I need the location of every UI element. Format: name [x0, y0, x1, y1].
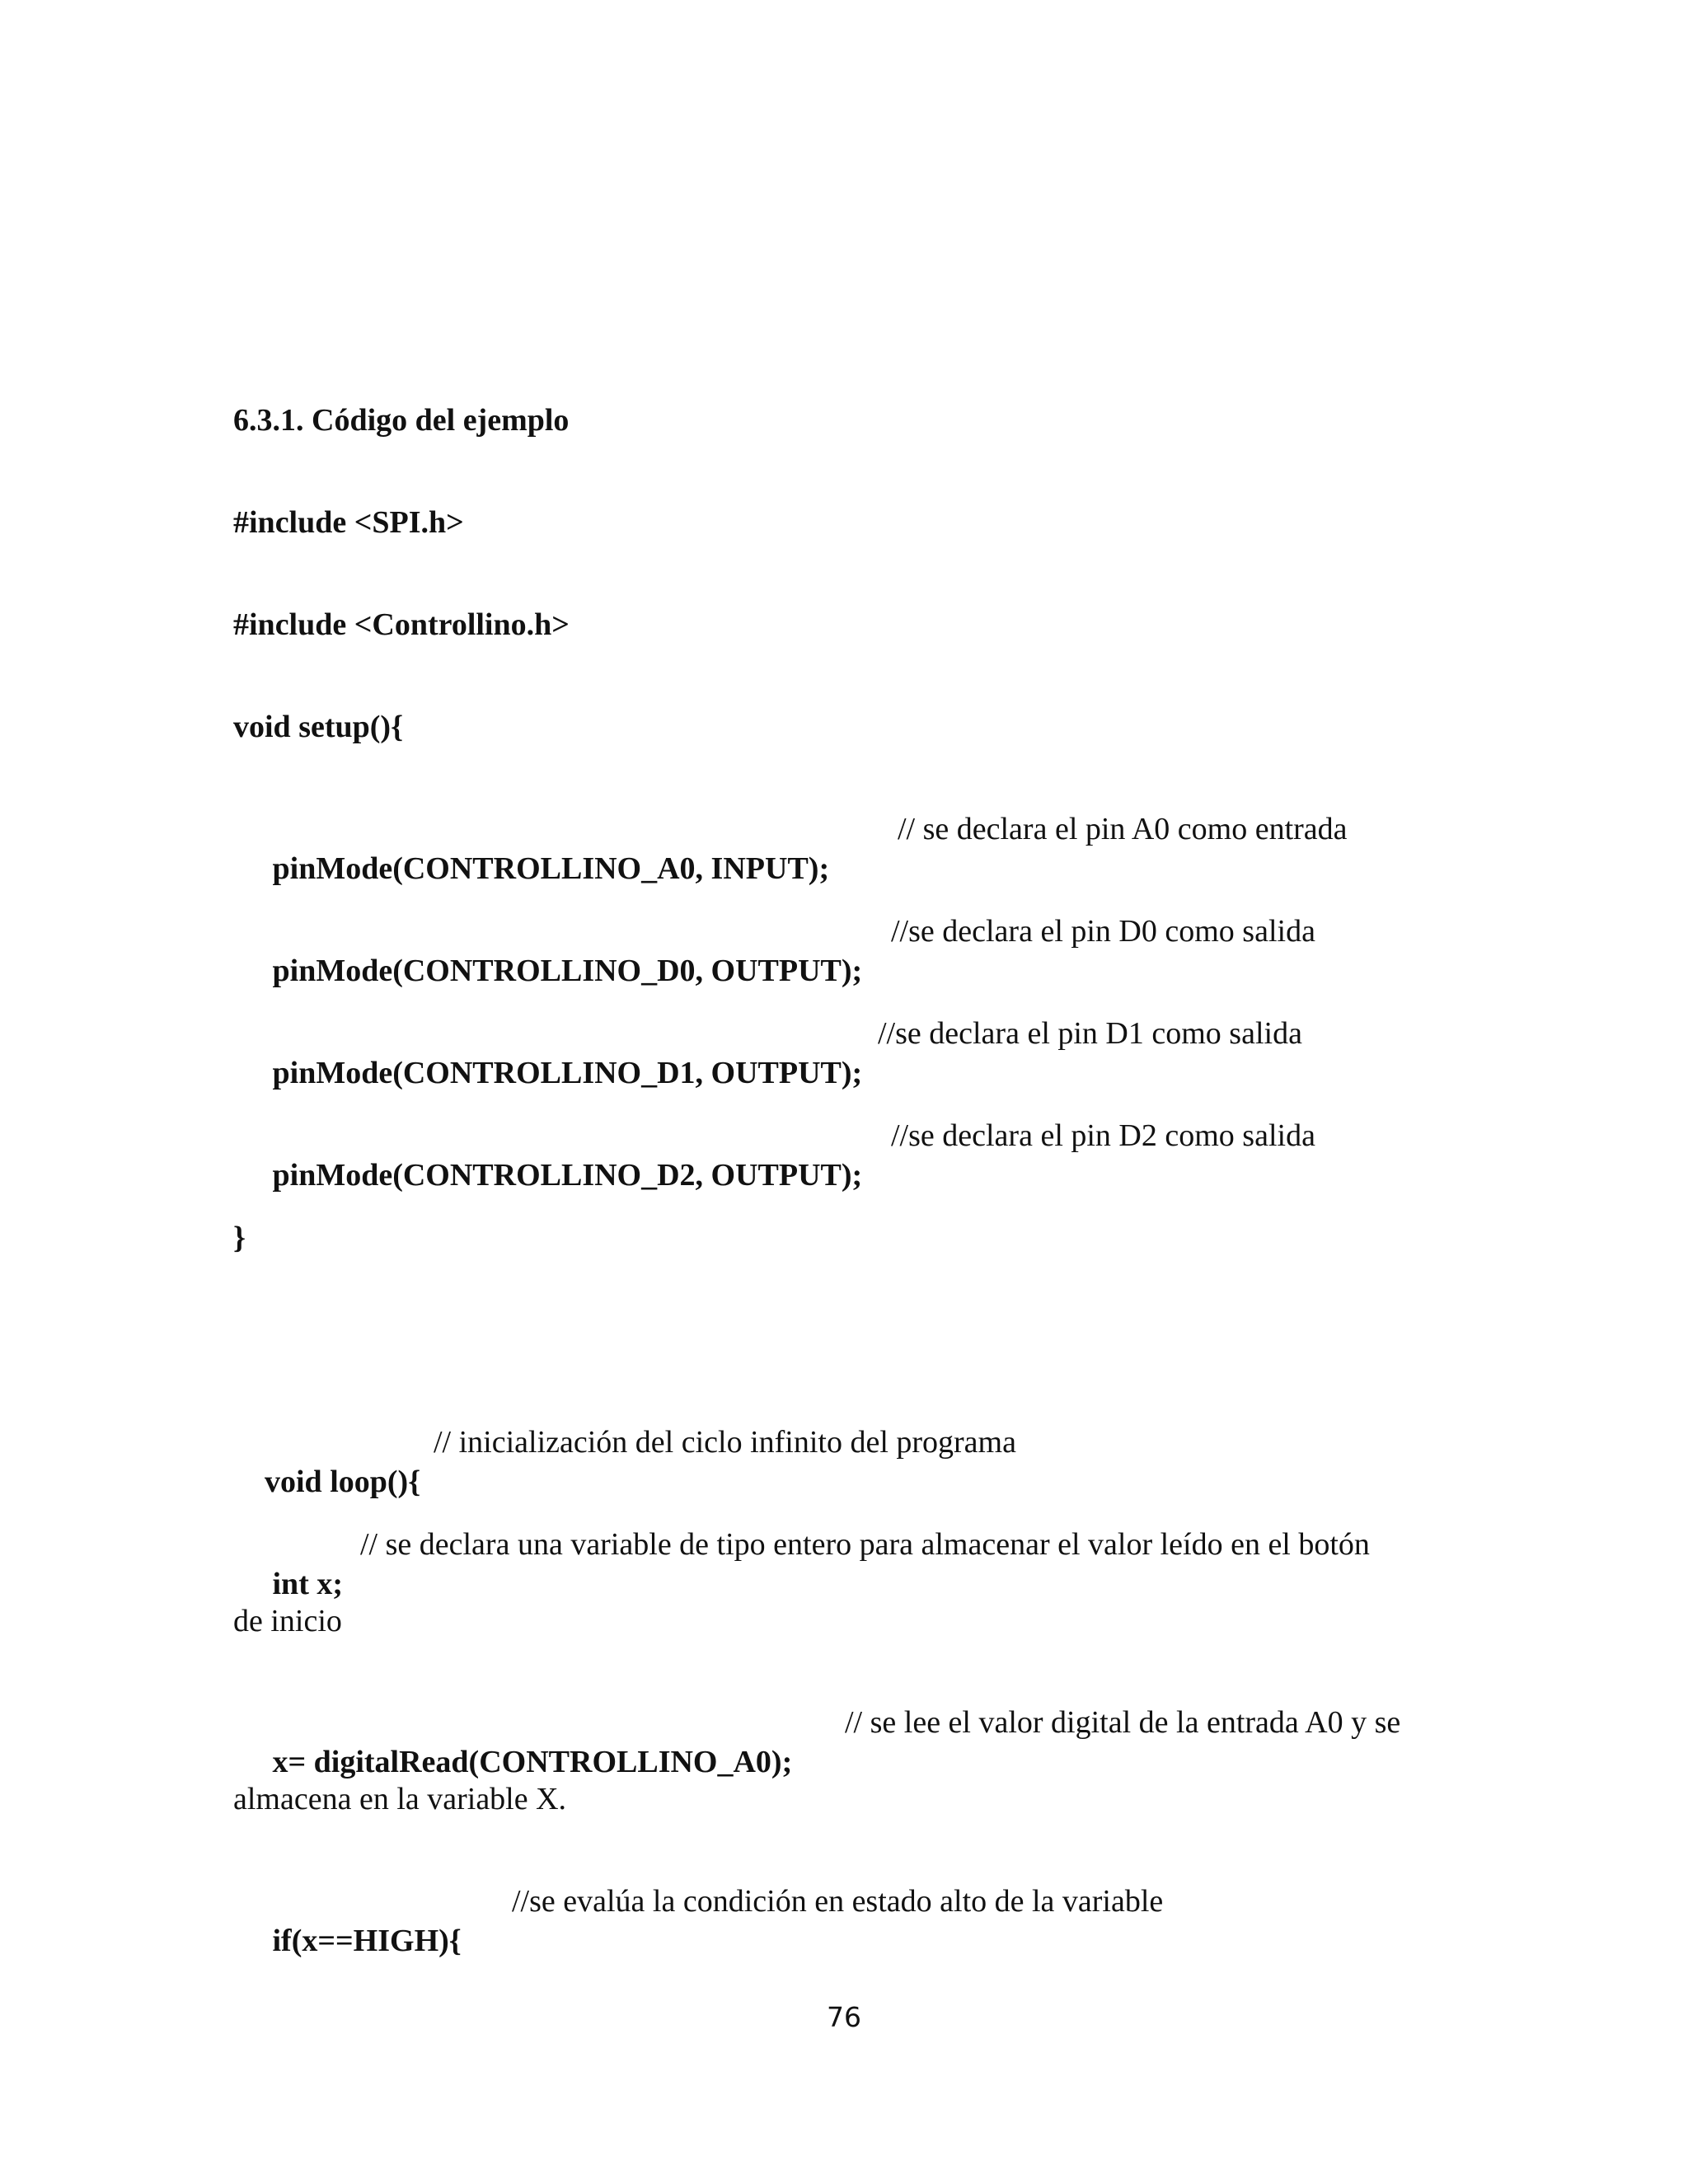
- code-comment: // se lee el valor digital de la entrada A0 y se: [845, 1705, 1401, 1740]
- page-number: 76: [827, 2001, 861, 2033]
- code-comment: //se declara el pin D1 como salida: [878, 1016, 1302, 1051]
- code-line-pinmode-d2: [233, 1116, 1315, 1274]
- code-text: pinMode(CONTROLLINO_A0, INPUT);: [265, 851, 830, 886]
- code-text: int x;: [265, 1567, 343, 1601]
- comment-continuation: almacena en la variable X.: [233, 1782, 567, 1816]
- code-comment: //se declara el pin D2 como salida: [891, 1118, 1315, 1153]
- code-text: void loop(){: [265, 1465, 421, 1499]
- code-line-include-spi: #include <SPI.h>: [233, 505, 464, 540]
- code-comment: // se declara el pin A0 como entrada: [898, 812, 1348, 846]
- code-comment: // inicialización del ciclo infinito del programa: [434, 1425, 1016, 1460]
- code-comment: // se declara una variable de tipo entero para almacenar el valor leído en el botón: [360, 1527, 1370, 1562]
- code-comment: //se declara el pin D0 como salida: [891, 914, 1315, 949]
- code-text: pinMode(CONTROLLINO_D1, OUTPUT);: [265, 1056, 863, 1090]
- code-line-void-setup: void setup(){: [233, 710, 404, 744]
- code-line-include-controllino: #include <Controllino.h>: [233, 607, 570, 642]
- code-text: pinMode(CONTROLLINO_D0, OUTPUT);: [265, 954, 863, 988]
- code-text: if(x==HIGH){: [265, 1924, 462, 1958]
- code-comment: //se evalúa la condición en estado alto de la variable: [512, 1884, 1164, 1919]
- section-heading: 6.3.1. Código del ejemplo: [233, 403, 570, 438]
- code-line-closing-brace: }: [233, 1221, 246, 1255]
- code-text: pinMode(CONTROLLINO_D2, OUTPUT);: [265, 1158, 863, 1193]
- comment-continuation: de inicio: [233, 1604, 342, 1638]
- code-text: x= digitalRead(CONTROLLINO_A0);: [265, 1745, 793, 1779]
